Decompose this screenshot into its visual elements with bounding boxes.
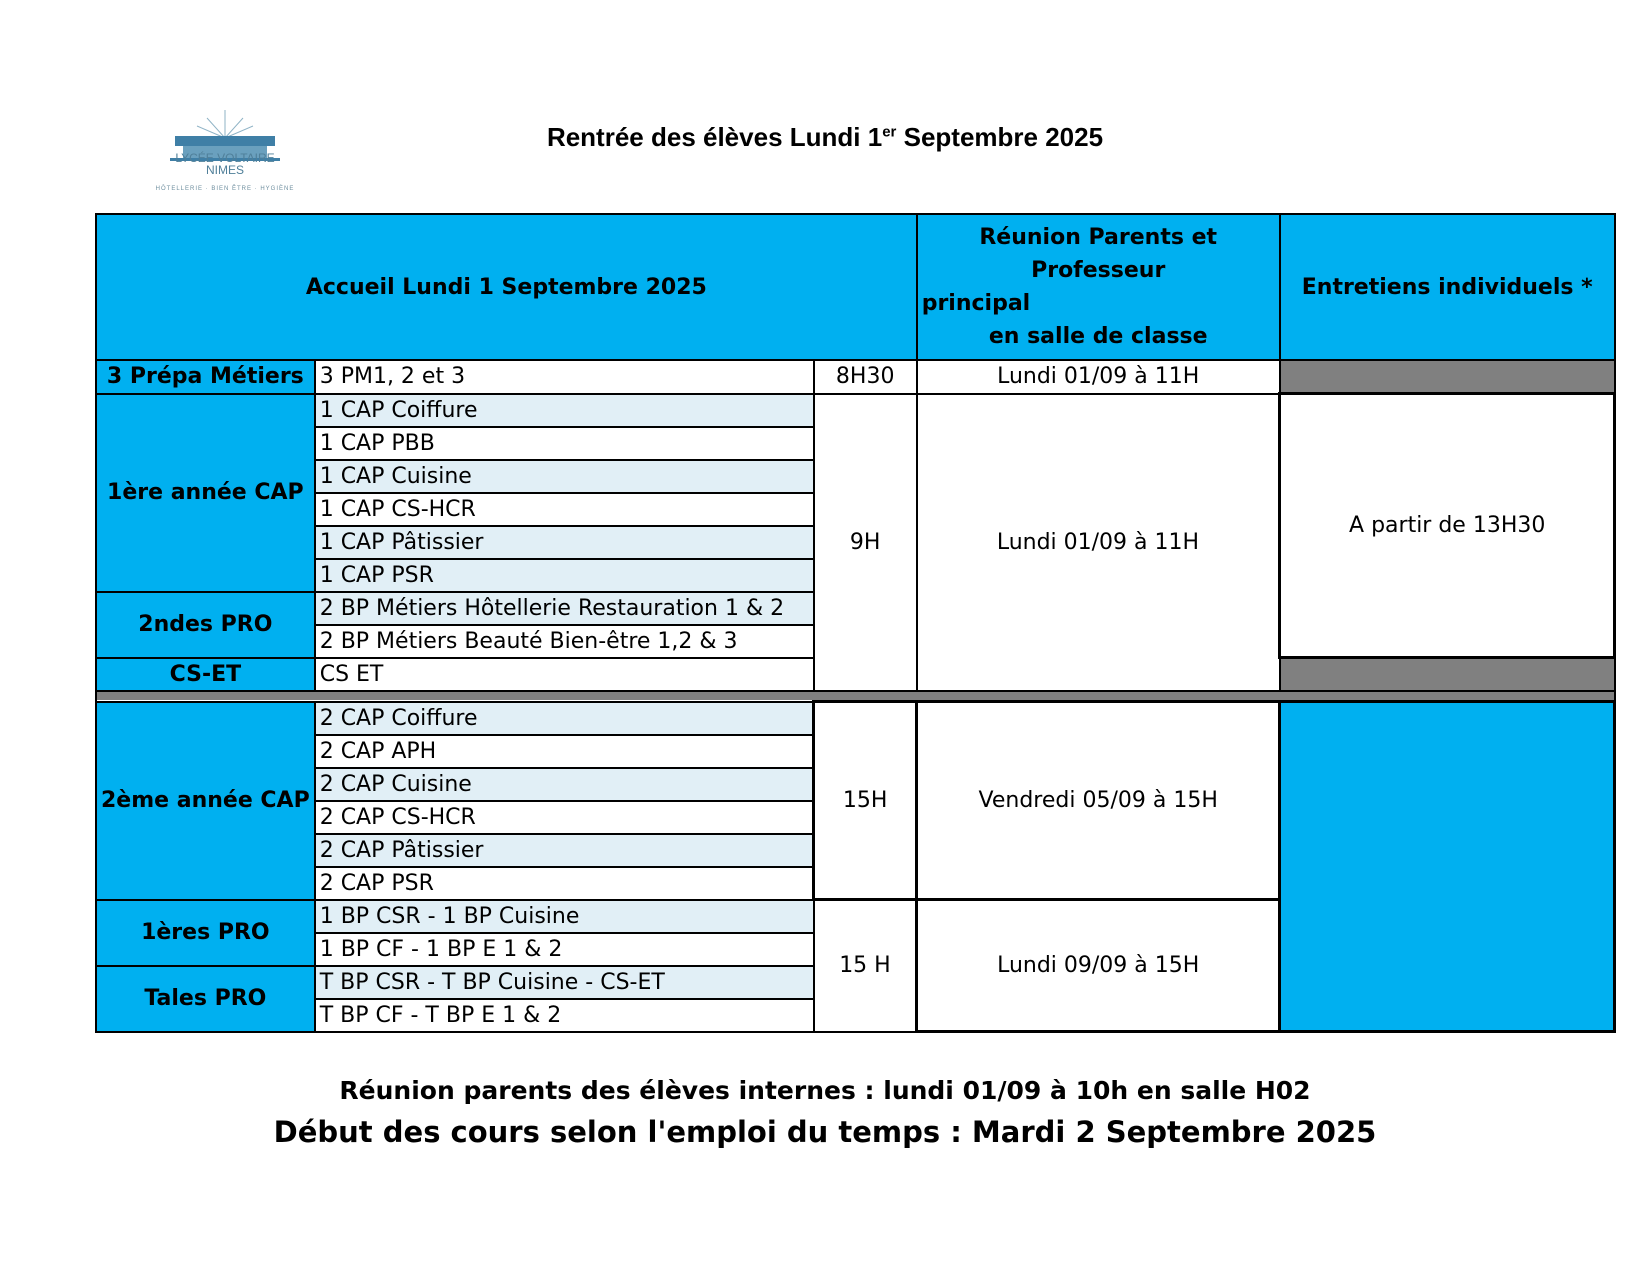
table-header-row — [96, 214, 1615, 360]
header-reunion-line2: principal — [921, 291, 1031, 316]
level-cs-et: CS-ET — [96, 658, 315, 692]
title-suffix: Septembre 2025 — [896, 122, 1104, 152]
footer-internes: Réunion parents des élèves internes : lundi 01/09 à 10h en salle H02 — [339, 1076, 1311, 1105]
schedule-table — [95, 213, 1616, 1033]
separator-bar — [96, 691, 1615, 702]
table-row — [96, 702, 1615, 735]
class-cell: 1 CAP Pâtissier — [315, 526, 814, 559]
class-cell: 1 BP CSR - 1 BP Cuisine — [315, 900, 814, 933]
header-accueil: Accueil Lundi 1 Septembre 2025 — [96, 214, 917, 360]
time-cell: 9H — [814, 394, 917, 692]
class-cell: 2 CAP APH — [315, 735, 814, 768]
class-cell: CS ET — [315, 658, 814, 692]
table-row — [96, 394, 1615, 427]
class-cell: T BP CSR - T BP Cuisine - CS-ET — [315, 966, 814, 999]
meeting-cell: Vendredi 05/09 à 15H — [917, 702, 1280, 900]
header-reunion — [917, 214, 1280, 360]
class-cell: 2 CAP Coiffure — [315, 702, 814, 735]
class-cell: 1 CAP CS-HCR — [315, 493, 814, 526]
level-tales-pro: Tales PRO — [96, 966, 315, 1032]
level-prepa: 3 Prépa Métiers — [96, 360, 315, 394]
meeting-cell: Lundi 01/09 à 11H — [917, 394, 1280, 692]
level-2ndes-pro: 2ndes PRO — [96, 592, 315, 658]
grey-cell — [1280, 658, 1615, 692]
class-cell: 1 CAP Cuisine — [315, 460, 814, 493]
class-cell: 1 CAP PSR — [315, 559, 814, 592]
page-title — [0, 122, 1650, 153]
class-cell: 2 CAP Pâtissier — [315, 834, 814, 867]
header-entretiens: Entretiens individuels * — [1280, 214, 1615, 360]
header-reunion-line3: en salle de classe — [988, 324, 1208, 349]
meeting-cell: Lundi 09/09 à 15H — [917, 900, 1280, 1032]
class-cell: 2 CAP CS-HCR — [315, 801, 814, 834]
logo-name-line1: LYCÉE VOLTAIRE — [175, 151, 275, 165]
header-reunion-line1: Réunion Parents et Professeur — [979, 225, 1218, 283]
level-cap1: 1ère année CAP — [96, 394, 315, 592]
class-cell: 1 BP CF - 1 BP E 1 & 2 — [315, 933, 814, 966]
meeting-cell: Lundi 01/09 à 11H — [917, 360, 1280, 394]
time-cell: 15H — [814, 702, 917, 900]
entretiens-cell: A partir de 13H30 — [1280, 394, 1615, 658]
logo-name-line2: NIMES — [205, 163, 244, 177]
footer-debut-cours: Début des cours selon l'emploi du temps : Mardi 2 Septembre 2025 — [273, 1115, 1377, 1149]
class-cell: 1 CAP PBB — [315, 427, 814, 460]
class-cell: 2 BP Métiers Hôtellerie Restauration 1 & 2 — [315, 592, 814, 625]
time-cell: 15 H — [814, 900, 917, 1032]
class-cell: 1 CAP Coiffure — [315, 394, 814, 427]
level-cap2: 2ème année CAP — [96, 702, 315, 900]
logo-tagline: HÔTELLERIE · BIEN ÊTRE · HYGIÈNE — [155, 186, 295, 192]
level-1eres-pro: 1ères PRO — [96, 900, 315, 966]
class-cell: T BP CF - T BP E 1 & 2 — [315, 999, 814, 1032]
grey-cell — [1280, 360, 1615, 394]
time-cell: 8H30 — [814, 360, 917, 394]
table-row — [96, 360, 1615, 394]
class-cell: 2 CAP PSR — [315, 867, 814, 900]
title-superscript: er — [882, 123, 897, 141]
separator-row — [96, 691, 1615, 702]
title-prefix: Rentrée des élèves Lundi 1 — [546, 122, 883, 152]
class-cell: 2 BP Métiers Beauté Bien-être 1,2 & 3 — [315, 625, 814, 658]
class-cell: 2 CAP Cuisine — [315, 768, 814, 801]
class-cell: 3 PM1, 2 et 3 — [315, 360, 814, 394]
entretiens-empty-cell — [1280, 702, 1615, 1032]
